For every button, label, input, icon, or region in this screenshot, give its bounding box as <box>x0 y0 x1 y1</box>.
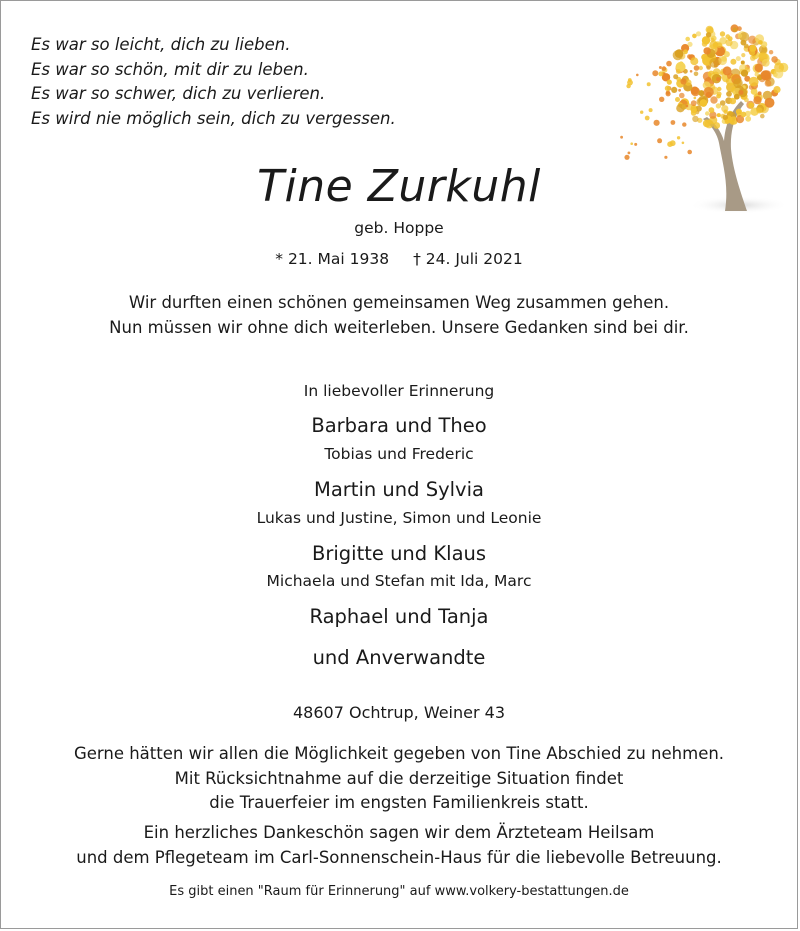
poem-line: Es war so schwer, dich zu verlieren. <box>31 84 326 103</box>
death-date: † 24. Juli 2021 <box>413 250 523 268</box>
family-children: Lukas und Justine, Simon und Leonie <box>256 509 542 527</box>
family-children: Michaela und Stefan mit Ida, Marc <box>266 572 532 590</box>
footer-note: Es gibt einen "Raum für Erinnerung" auf www.volkery-bestattungen.de <box>169 884 629 899</box>
thanks-line: Ein herzliches Dankeschön sagen wir dem Ärzteteam Heilsam <box>143 823 655 842</box>
family-couple: Raphael und Tanja <box>309 605 489 628</box>
life-dates <box>1 250 797 268</box>
notice-line: Mit Rücksichtnahme auf die derzeitige Situation findet <box>174 768 624 788</box>
notice-line: die Trauerfeier im engsten Familienkreis statt. <box>209 793 589 812</box>
intro-line: Nun müssen wir ohne dich weiterleben. Unsere Gedanken sind bei dir. <box>109 318 689 337</box>
family-couple: Brigitte und Klaus <box>311 542 487 565</box>
family-couple: Barbara und Theo <box>311 414 487 437</box>
deceased-name: Tine Zurkuhl <box>257 161 541 212</box>
thanks-line: und dem Pflegeteam im Carl-Sonnenschein-Haus für die liebevolle Betreuung. <box>76 847 722 867</box>
thanks-text <box>1 821 797 870</box>
poem-line: Es war so schön, mit dir zu leben. <box>31 59 309 79</box>
poem-line: Es war so leicht, dich zu lieben. <box>31 35 291 54</box>
poem <box>31 33 396 131</box>
family-couple: Martin und Sylvia <box>314 478 484 501</box>
family-relatives: und Anverwandte <box>312 646 486 669</box>
family-children: Tobias und Frederic <box>324 445 474 463</box>
notice-line: Gerne hätten wir allen die Möglichkeit gegeben von Tine Abschied zu nehmen. <box>73 744 725 763</box>
memory-heading: In liebevoller Erinnerung <box>303 382 495 400</box>
intro-text <box>1 290 797 340</box>
address: 48607 Ochtrup, Weiner 43 <box>292 703 505 722</box>
notice-text <box>1 742 797 816</box>
poem-line: Es wird nie möglich sein, dich zu vergessen. <box>31 108 396 128</box>
birth-date: * 21. Mai 1938 <box>275 250 390 268</box>
maiden-name: geb. Hoppe <box>354 219 444 237</box>
intro-line: Wir durften einen schönen gemeinsamen Weg zusammen gehen. <box>128 293 670 312</box>
